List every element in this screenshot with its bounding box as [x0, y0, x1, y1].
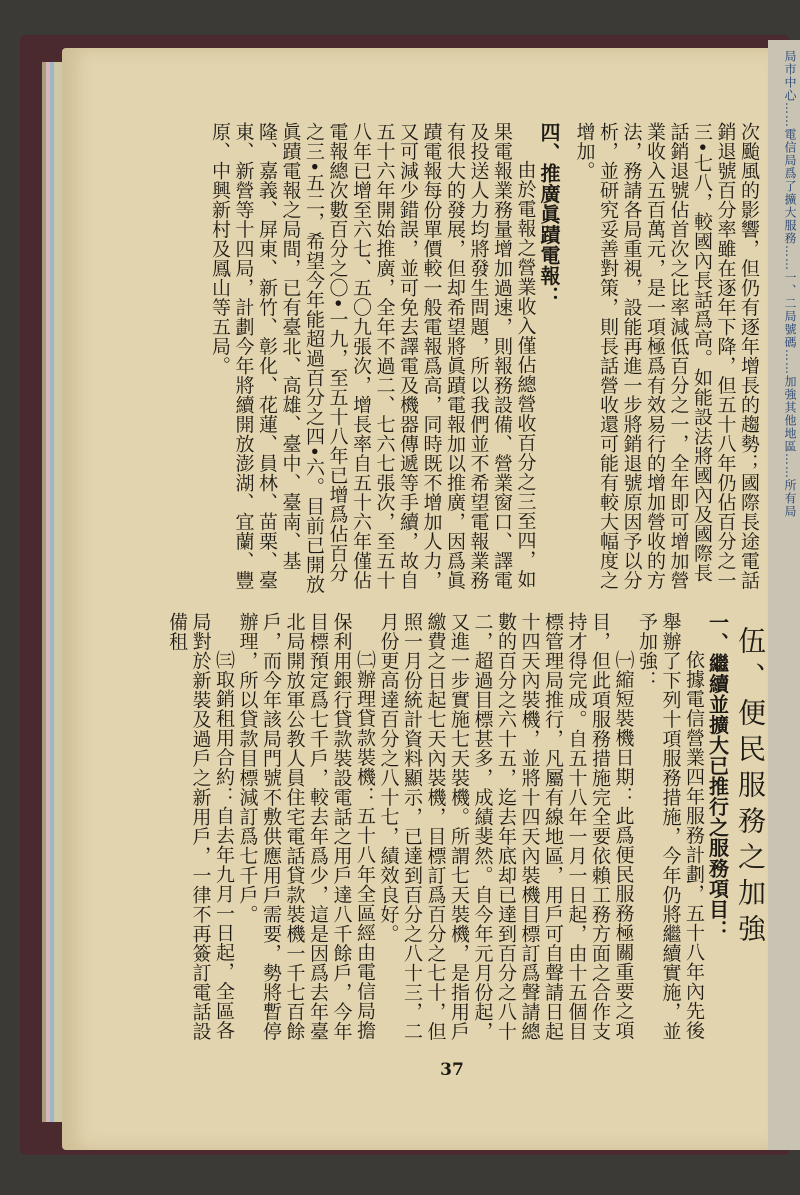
page-number: 37 [440, 1060, 464, 1080]
section1-heading: 一、繼續並擴大已推行之服務項目： [705, 612, 730, 940]
section1-intro: 依據電信營業四年服務計劃，五十八年內先後舉辦了下列十項服務措施，今年仍將繼續實施，並予加強： [636, 612, 705, 1041]
upper-text-block [150, 122, 760, 597]
lower-text-block [150, 612, 767, 1057]
next-page-edge [768, 40, 800, 1150]
section4-heading: 四、推廣眞蹟電報： [537, 122, 561, 307]
item-2-loan-install: ㈡辦理貸款裝機：五十八年全區經由電信局擔保利用銀行貸款裝設電話之用戶達八千餘戶，今年目標預定爲七千戶，較去年爲少，這是因爲去年臺北局開放軍公教人員住宅電話貸款裝機一千七百餘戶，而今年該局門號不敷供應用戶需要，勢將暫停辦理，所以貸款目標減訂爲七千戶。 [236, 612, 376, 1041]
item-1-short-install: ㈠縮短裝機日期：此爲便民服務極關重要之項目，但此項服務措施完全要依賴工務方面之合作支持才得完成。自五十八年一月一日起，由十五個目標管理局推行，凡屬有線地區，用戶可自聲請日起十四天內裝機，並將十四天內裝機目標訂爲聲請總數的百分之六十五，迄去年底却已達到百分之八十二，超過目標甚多，成績斐然。自今年元月份起，又進一步實施七天裝機。所謂七天裝機，是指用戶繳費之日起七天內裝機，目標訂爲百分之七十，但照一月份統計資料顯示，已達到百分之八十三，二月份更高達百分之八十七，績效良好。 [377, 612, 635, 1041]
item-3-cancel-contract: ㈢取銷租用合約：自去年九月一日起，全區各局對於新裝及過戶之新用戶，一律不再簽訂電話設備租 [166, 612, 235, 1041]
paragraph-continued: 次颱風的影響，但仍有逐年增長的趨勢；國際長途電話銷退號百分率雖在逐年下降，但五十八年仍佔百分之一三•七八，較國內長話爲高。如能設法將國內及國際長話銷退號佔首次之比率減低百分之一，全年即可增加營業收入五百萬元，是一項極爲有效易行的增加營收的方法，務請各局重視，設能再進一步將銷退號原因予以分析，並研究妥善對策，則長話營收還可能有較大幅度之增加。 [573, 122, 760, 590]
section4-paragraph: 由於電報之營業收入僅佔總營收百分之三至四，如果電報業務量增加過速，則報務設備、營業窗口、譯電及投送人力均將發生問題，所以我們並不希望電報業務有很大的發展，但却希望將眞蹟電報加以推廣，因爲眞蹟電報每份單價較一般電報爲高，同時既不增加人力，又可減少錯誤，並可免去譯電及機器傳遞等手續，故自五十六年開始推廣，全年不過二、七六七張次，至五十八年已增至六七、五〇九張次，增長率自五十六年僅佔電報總次數百分之〇•一九，至五十八年已增爲佔百分之三•五二，希望今年能超過百分之四•六。目前已開放眞蹟電報之局間，已有臺北、高雄、臺中、臺南、基隆、嘉義、屏東、新竹、彰化、花蓮、員林、苗栗、臺東、新營等十四局，計劃今年將續開放澎湖、宜蘭、豐原、中興新村及鳳山等五局。 [209, 122, 537, 594]
next-page-text: 局市中心……電信局爲了擴大服務……一、二局號碼……加強其他地區……所有局 [783, 50, 797, 518]
chapter-title: 伍、便民服務之加強 [734, 626, 767, 950]
